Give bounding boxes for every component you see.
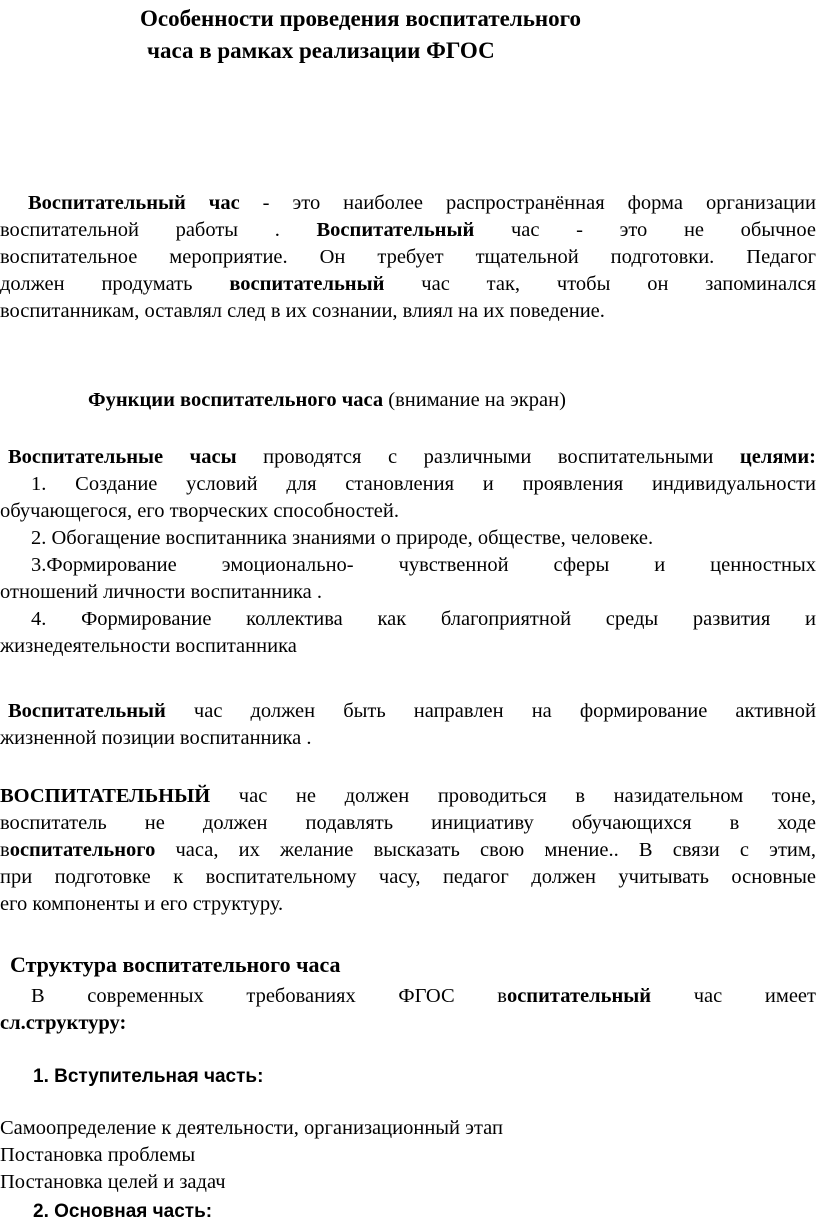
intro-paragraph [0, 190, 816, 325]
text: в [0, 839, 10, 861]
text: В современных требованиях ФГОС в [31, 985, 507, 1007]
text: - это наиболее распространённая форма организации [239, 192, 816, 214]
term-bold: Воспитательный [8, 700, 166, 722]
intro-line-5: воспитанникам, оставлял след в их сознании, влиял на их поведение. [0, 300, 605, 322]
document-title-line-1: Особенности проведения воспитательного [140, 6, 582, 31]
text: проводятся с различными воспитательными [236, 446, 740, 468]
goal-item-1-line-1: 1. Создание условий для становления и проявления индивидуальности [31, 473, 816, 495]
tone-line-4: при подготовке к воспитательному часу, педагог должен учитывать основные [0, 866, 816, 888]
intro-line-4 [0, 271, 816, 298]
term-bold: оспитательного [9, 839, 156, 861]
structure-line-1 [0, 983, 816, 1010]
term-bold: оспитательный [506, 985, 652, 1007]
goal-item-4-line-2: жизнедеятельности воспитанника [0, 635, 297, 657]
term-bold: сл.структуру: [0, 1012, 127, 1034]
structure-heading: Структура воспитательного часа [10, 952, 341, 977]
part-1-items [0, 1115, 816, 1196]
part-1-item: Постановка целей и задач [0, 1171, 226, 1193]
text: час имеет [651, 985, 816, 1007]
goal-item-1-line-2: обучающегося, его творческих способностей. [0, 500, 399, 522]
intro-line-3: воспитательное мероприятие. Он требует тщательной подготовки. Педагог [0, 246, 816, 268]
part-1-item: Самоопределение к деятельности, организационный этап [0, 1117, 503, 1139]
functions-heading-line [88, 387, 816, 414]
text: воспитательной работы . [0, 219, 317, 241]
term-bold: Воспитательный [316, 219, 475, 241]
term-bold: целями: [739, 446, 816, 468]
goal-item-3-line-1: 3.Формирование эмоционально- чувственной сферы и ценностных [31, 554, 816, 576]
term-bold: Воспитательные часы [8, 446, 237, 468]
goals-section [0, 444, 816, 660]
active-line-2: жизненной позиции воспитанника . [0, 727, 312, 749]
functions-heading [0, 387, 816, 414]
tone-line-3 [0, 837, 816, 864]
term-bold: Воспитательный час [28, 192, 240, 214]
intro-line-1 [0, 190, 816, 217]
document-title-line-2: часа в рамках реализации ФГОС [147, 38, 495, 63]
goal-item-3-line-2: отношений личности воспитанника . [0, 581, 323, 603]
text: час - это не обычное [474, 219, 816, 241]
intro-line-2 [0, 217, 816, 244]
term-bold: ВОСПИТАТЕЛЬНЫЙ [0, 785, 211, 807]
part-1-item: Постановка проблемы [0, 1144, 196, 1166]
active-line-1 [0, 698, 816, 725]
structure-intro [0, 983, 816, 1037]
term-bold: воспитательный [229, 273, 385, 295]
text: должен продумать [0, 273, 230, 295]
functions-heading-note: (внимание на экран) [383, 389, 566, 411]
tone-line-5: его компоненты и его структуру. [0, 893, 284, 915]
text: часа, их желание высказать свою мнение.. В связи с этим, [155, 839, 816, 861]
structure-line-2 [0, 1010, 816, 1037]
tone-line-1 [0, 783, 816, 810]
active-position-paragraph [0, 698, 816, 752]
part-2-heading: 2. Основная часть: [33, 1201, 213, 1222]
goals-lead [0, 444, 816, 471]
functions-heading-bold: Функции воспитательного часа [88, 389, 384, 411]
part-1-heading: 1. Вступительная часть: [33, 1066, 264, 1087]
tone-line-2: воспитатель не должен подавлять инициативу обучающихся в ходе [0, 812, 816, 834]
tone-paragraph [0, 783, 816, 918]
goal-item-2: 2. Обогащение воспитанника знаниями о природе, обществе, человеке. [31, 527, 654, 549]
text: час должен быть направлен на формирование активной [165, 700, 816, 722]
goal-item-4-line-1: 4. Формирование коллектива как благоприятной среды развития и [31, 608, 816, 630]
text: час не должен проводиться в назидательном тоне, [210, 785, 816, 807]
text: час так, чтобы он запоминался [384, 273, 816, 295]
